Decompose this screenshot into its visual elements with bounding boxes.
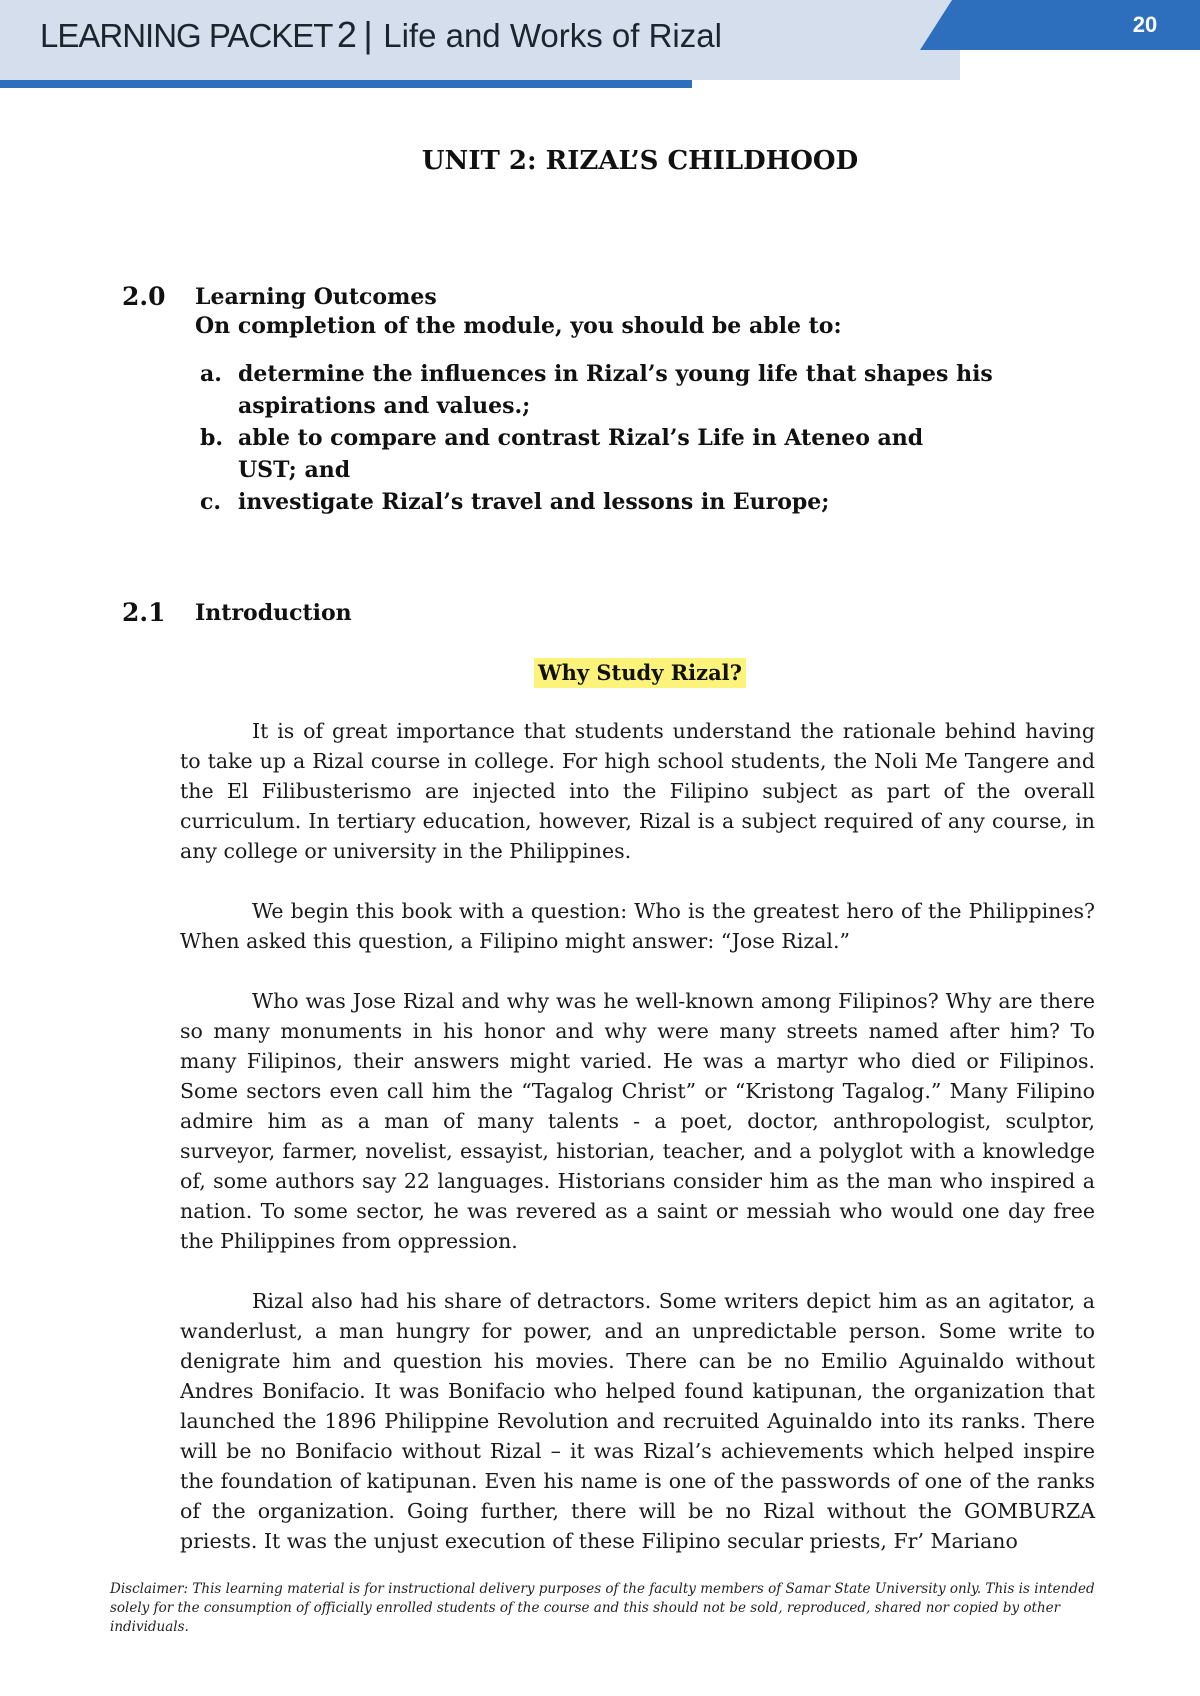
outcome-item (200, 486, 1080, 518)
page-number: 20 (1132, 12, 1158, 37)
outcome-letter: c. (200, 489, 222, 515)
section-title-outcomes: Learning Outcomes (195, 284, 437, 310)
disclaimer: Disclaimer: This learning material is for instructional delivery purposes of the faculty members of Samar State University only. This is intended solely for the consumption of officially enrolled students of the course and this should not be sold, reproduced, shared nor copied by other individuals. (110, 1581, 1095, 1635)
packet-label: LEARNING PACKET (40, 17, 333, 54)
outcome-letter: b. (200, 425, 224, 451)
section-number-introduction: 2.1 (122, 598, 166, 627)
paragraph: Rizal also had his share of detractors. Some writers depict him as an agitator, a wanderlust, a man hungry for power, and an unpredictable person. Some write to denigrate him and question his movies. There can be no Emilio Aguinaldo without Andres Bonifacio. It was Bonifacio who helped found katipunan, the organization that launched the 1896 Philippine Revolution and recruited Aguinaldo into its ranks. There will be no Bonifacio without Rizal – it was Rizal’s achievements which helped inspire the foundation of katipunan. Even his name is one of the passwords of one of the ranks of the organization. Going further, there will be no Rizal without the GOMBURZA priests. It was the unjust execution of these Filipino secular priests, Fr’ Mariano (180, 1289, 1095, 1553)
subheading-highlight: Why Study Rizal? (534, 658, 746, 688)
outcomes-list (200, 358, 1080, 518)
header-accent-rule (0, 80, 692, 88)
subheading-wrap (0, 658, 1200, 688)
body-text (180, 716, 1095, 1586)
outcome-text: determine the influences in Rizal’s young life that shapes his aspirations and values.; (238, 361, 993, 419)
outcome-item (200, 422, 950, 486)
unit-title: UNIT 2: RIZAL’S CHILDHOOD (421, 146, 859, 176)
paragraph: We begin this book with a question: Who is the greatest hero of the Philippines? When asked this question, a Filipino might answer: “Jose Rizal.” (180, 899, 1095, 953)
paragraph: Who was Jose Rizal and why was he well-known among Filipinos? Why are there so many monuments in his honor and why were many streets named after him? To many Filipinos, their answers might varied. He was a martyr who died or Filipinos. Some sectors even call him the “Tagalog Christ” or “Kristong Tagalog.” Many Filipino admire him as a man of many talents - a poet, doctor, anthropologist, sculptor, surveyor, farmer, novelist, essayist, historian, teacher, and a polyglot with a knowledge of, some authors say 22 languages. Historians consider him as the man who inspired a nation. To some sector, he was revered as a saint or messiah who would one day free the Philippines from oppression. (180, 989, 1095, 1253)
outcome-item (200, 358, 1080, 422)
outcome-text: investigate Rizal’s travel and lessons in Europe; (238, 489, 830, 515)
packet-number: 2 (336, 14, 357, 55)
outcomes-intro: On completion of the module, you should be able to: (195, 313, 842, 339)
header-title (40, 14, 722, 56)
header-separator: | (363, 14, 373, 55)
paragraph: It is of great importance that students understand the rationale behind having to take up a Rizal course in college. For high school students, the Noli Me Tangere and the El Filibusterismo are injected into the Filipino subject as part of the overall curriculum. In tertiary education, however, Rizal is a subject required of any course, in any college or university in the Philippines. (180, 719, 1095, 863)
section-number-outcomes: 2.0 (122, 282, 166, 311)
course-title: Life and Works of Rizal (383, 17, 722, 54)
outcome-letter: a. (200, 361, 222, 387)
section-title-introduction: Introduction (195, 600, 352, 626)
outcome-text: able to compare and contrast Rizal’s Life in Ateneo and UST; and (238, 425, 924, 483)
